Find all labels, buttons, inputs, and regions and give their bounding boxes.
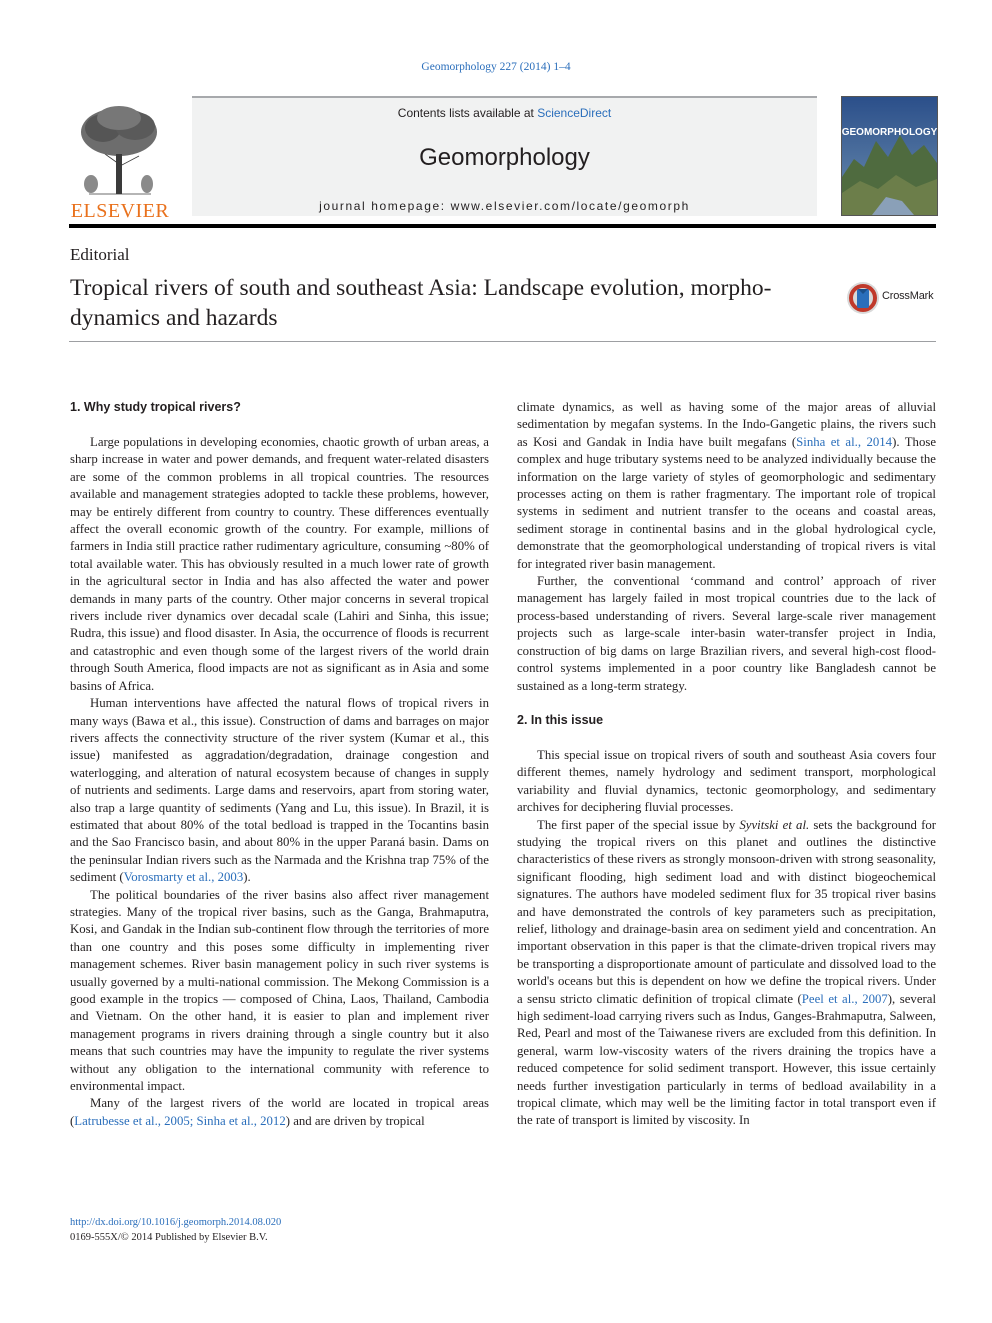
- reference-link[interactable]: Peel et al., 2007: [801, 991, 888, 1006]
- publisher-name: ELSEVIER: [70, 200, 170, 222]
- article-type: Editorial: [70, 245, 130, 264]
- header-divider: [69, 224, 936, 228]
- paragraph-7: This special issue on tropical rivers of south and southeast Asia covers four different themes, namely hydrology and sediment transport, morphological variability and fluvial dynamics, tectonic geomorphology, and sedimentary archives for deciphering fluvial processes.: [517, 747, 936, 815]
- crossmark-icon: [846, 281, 880, 315]
- paragraph-6: Further, the conventional ‘command and control’ approach of river management has largely failed in most tropical countries due to the lack of process-based understanding of rivers. Several large-scale river management projects such as large-scale inter-basin water-transfer project in India, construction of big dams on large Brazilian rivers, and several high-cost flood-control systems implemented in a poor country like Bangladesh cannot be sustained as a long-term strategy.: [517, 574, 936, 693]
- paragraph-3: The political boundaries of the river basins also affect river management strategies. Many of the tropical river basins, such as the Ganga, Brahmaputra, Kosi, and Gandak in the Indian sub-continent flow through the territories of more than one country and this poses some difficulty in implementing river management schemes. River basin management policy in such river systems is usually governed by a multi-national commission. The Mekong Commission is a good example in the tropics — composed of China, Laos, Thailand, Cambodia and Vietnam. On the other hand, it is easier to plan and implement river management programs in rivers draining through a single country but it also means that such countries may have the impunity to regulate the river systems without any obligation to the international community with reference to environmental impact.: [70, 887, 489, 1094]
- paragraph-5: climate dynamics, as well as having some of the major areas of alluvial sedimentation by megafan systems. In the Indo-Gangetic plains, the rivers such as Kosi and Gandak in India have built megafans (Sinha et al., 2014). Those complex and huge tributary systems need to be analyzed individually because the information on the large variety of styles of geomorphologic and sedimentary processes acting on them is rather fragmentary. The important role of tropical systems in sediment and nutrient transfer to the oceans and coastal areas, sediment storage in continental basins and in the global hydrological cycle, demonstrate that the geomorphological understanding of tropical rivers is vital for integrated river basin management.: [517, 400, 936, 571]
- title-divider: [69, 341, 936, 342]
- contents-prefix: Contents lists available at: [397, 106, 538, 120]
- journal-name: Geomorphology: [419, 144, 590, 171]
- reference-link[interactable]: Sinha et al., 2014: [796, 434, 893, 449]
- left-column: [70, 399, 489, 1130]
- section-heading-1: 1. Why study tropical rivers?: [70, 400, 241, 414]
- cover-title: GEOMORPHOLOGY: [842, 127, 937, 138]
- sciencedirect-link[interactable]: ScienceDirect: [537, 106, 612, 120]
- paragraph-1: Large populations in developing economies, chaotic growth of urban areas, a sharp increase in water and power demands, and frequent water-related disasters are some of the common problems in all tropical countries. The resources available and management strategies adopted to tackle these problems, however, may be entirely different from country to country. These differences eventually affect the overall economic growth of the country. For example, millions of farmers in India still practice rather rudimentary agriculture, consuming ~80% of total available water. This has obviously resulted in a much lower rate of growth in the agricultural sector in India and has also affected the water and power demands in many parts of the country. Other major concerns in several tropical rivers include river dynamics over decadal scale (Lahiri and Sinha, this issue; Rudra, this issue) and flood disaster. In Asia, the occurrence of floods is recurrent and catastrophic and even though some of the largest rivers of the world drain through South America, flood impacts are not as significant as in Asia and some basins of Africa.: [70, 435, 489, 693]
- section-heading-2: 2. In this issue: [517, 712, 604, 727]
- elsevier-tree-logo: [69, 104, 171, 222]
- reference-link[interactable]: Latrubesse et al., 2005; Sinha et al., 2012: [74, 1113, 286, 1128]
- reference-link[interactable]: Vorosmarty et al., 2003: [123, 870, 244, 885]
- crossmark-label: CrossMark: [882, 290, 934, 302]
- right-column: [517, 399, 936, 1130]
- doi-link[interactable]: http://dx.doi.org/10.1016/j.geomorph.2014.08.020: [70, 1217, 282, 1228]
- paragraph-8: The first paper of the special issue by Syvitski et al. sets the background for studying the tropical rivers on this planet and outlines the distinctive characteristics of these rivers as strongly monsoon-driven with strong seasonality, significant flooding, high sediment load and with distinct biogeochemical signatures. The authors have modeled sediment flux for 35 tropical river basins and have demonstrated the controls of key parameters such as precipitation, relief, lithology and drainage-basin area on sediment yield and concentration. An important observation in this paper is that the climate-driven tropical rivers may be transporting a disproportionate amount of particulate and dissolved load to the world's oceans but this is dependent on how we define the tropical rivers. Under a sensu stricto climatic definition of tropical climate (Peel et al., 2007), several high sediment-load carrying rivers such as Indus, Ganges-Brahmaputra, Salween, Red, Pearl and most of the Taiwanese rivers are excluded from this definition. In general, warm low-viscosity waters of the rivers draining the tropics have a reduced competence for solid sediment transport. However, this issue certainly needs further investigation particularly in terms of bedload availability in a tropical climate, which may well be the limiting factor in total transport even if the rate of transport is limited by viscosity. In: [517, 817, 936, 1128]
- author-name: Syvitski et al.: [739, 817, 810, 832]
- paragraph-4: Many of the largest rivers of the world are located in tropical areas (Latrubesse et al., 2005; Sinha et al., 2012) and are driven by tropical: [70, 1096, 489, 1128]
- crossmark-badge[interactable]: [846, 281, 941, 315]
- journal-homepage[interactable]: journal homepage: www.elsevier.com/locate/geomorph: [319, 199, 690, 213]
- contents-availability: [192, 106, 817, 120]
- paragraph-2: Human interventions have affected the natural flows of tropical rivers in many ways (Bawa et al., this issue). Construction of dams and barrages on major rivers affects the connectivity structure of the river system (Kumar et al., this issue) manifested as aggradation/degradation, drainage congestion and waterlogging, and alteration of natural ecosystem because of changes in supply of nutrients and sediments. Large dams and reservoirs, apart from storing water, also trap a large quantity of sediments (Yang and Lu, this issue). In Brazil, it is estimated that about 80% of the total bedload is trapped in the Tocantins basin and the Sao Francisco basin, and about 80% in the upper Paraná basin. Dams on the peninsular Indian rivers such as the Narmada and the Krishna trap 75% of the sediment (Vorosmarty et al., 2003).: [70, 696, 489, 885]
- journal-citation[interactable]: Geomorphology 227 (2014) 1–4: [421, 61, 571, 73]
- copyright-line: 0169-555X/© 2014 Published by Elsevier B.V.: [70, 1232, 268, 1243]
- journal-cover-thumbnail[interactable]: [841, 96, 938, 216]
- article-title: Tropical rivers of south and southeast Asia: Landscape evolution, morpho-dynamics and hazards: [70, 275, 772, 331]
- journal-info-box: [192, 96, 817, 216]
- article-footer: [70, 1215, 281, 1245]
- journal-header: [69, 96, 937, 222]
